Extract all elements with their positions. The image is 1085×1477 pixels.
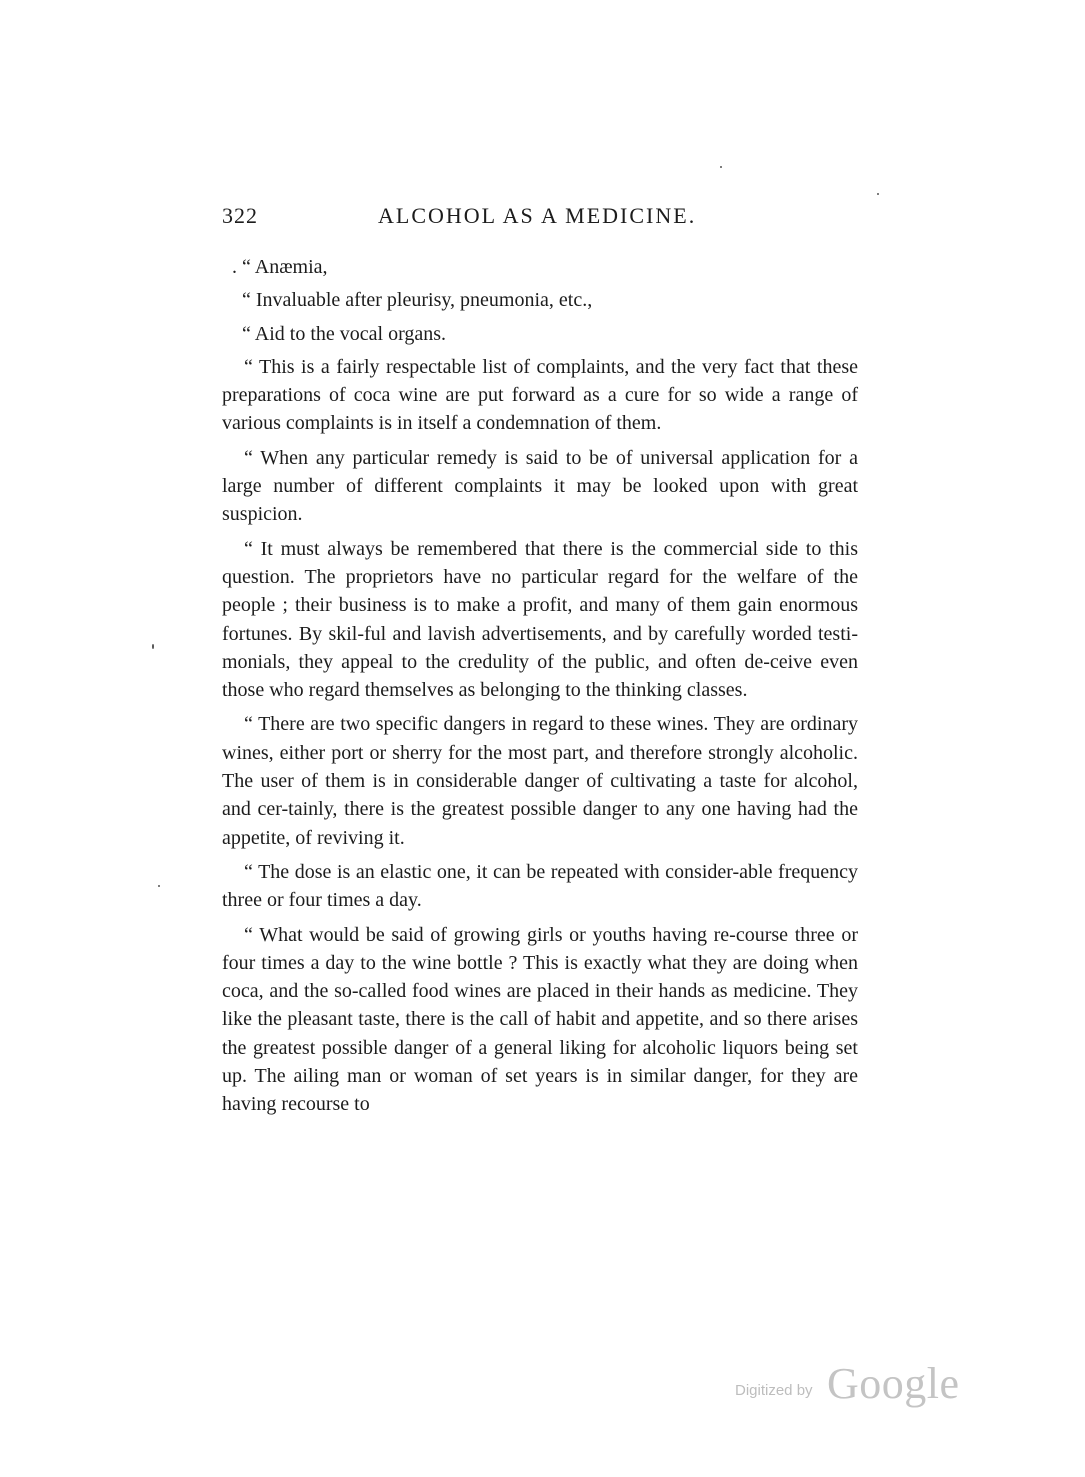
- list-item-anaemia: . “ Anæmia,: [232, 256, 328, 278]
- scan-speck: [877, 193, 879, 195]
- paragraph-universal-remedy: “ When any particular remedy is said to be of universal application for a large number of different complaints it may be looked upon with great suspicion.: [222, 446, 858, 526]
- paragraph-elastic-dose: “ The dose is an elastic one, it can be repeated with consider-able frequency three or four times a day.: [222, 860, 858, 912]
- paragraph-respectable-list: “ This is a fairly respectable list of complaints, and the very fact that these preparations of coca wine are put forward as a cure for so wide a range of various complaints is in itself a condemnation of them.: [222, 355, 858, 435]
- page-number: 322: [222, 203, 258, 228]
- watermark-caption: Digitized by: [735, 1382, 813, 1399]
- list-item-vocal-organs: “ Aid to the vocal organs.: [242, 322, 447, 345]
- body-text: [222, 253, 858, 1125]
- scan-speck: [720, 166, 722, 168]
- list-item-pleurisy: “ Invaluable after pleurisy, pneumonia, etc.,: [242, 289, 593, 312]
- digitized-watermark: [735, 1358, 975, 1418]
- google-logo: Google: [827, 1359, 960, 1408]
- running-title: ALCOHOL AS A MEDICINE.: [378, 203, 697, 228]
- scan-speck: [152, 644, 154, 649]
- scan-speck: [158, 885, 160, 887]
- paragraph-wine-bottle: “ What would be said of growing girls or youths having re-course three or four times a day to the wine bottle ? This is exactly what they are doing when coca, and the so-called food wines are placed in their hands as medicine. They like the pleasant taste, there is the call of habit and appetite, and so there arises the greatest possible danger of a general liking for alcoholic liquors being set up. The ailing man or woman of set years is in similar danger, for they are having recourse to: [222, 923, 858, 1116]
- running-head: [222, 203, 862, 233]
- paragraph-commercial-side: “ It must always be remembered that there is the commercial side to this question. The proprietors have no particular regard for the welfare of the people ; their business is to make a profit, and many of them gain enormous fortunes. By skil-ful and lavish advertisements, and by carefully worded testi-monials, they appeal to the credulity of the public, and often de-ceive even those who regard themselves as belonging to the thinking classes.: [222, 537, 858, 702]
- paragraph-two-dangers: “ There are two specific dangers in regard to these wines. They are ordinary wines, either port or sherry for the most part, and therefore strongly alcoholic. The user of them is in considerable danger of cultivating a taste for alcohol, and cer-tainly, there is the greatest possible danger to any one having had the appetite, of reviving it.: [222, 713, 858, 849]
